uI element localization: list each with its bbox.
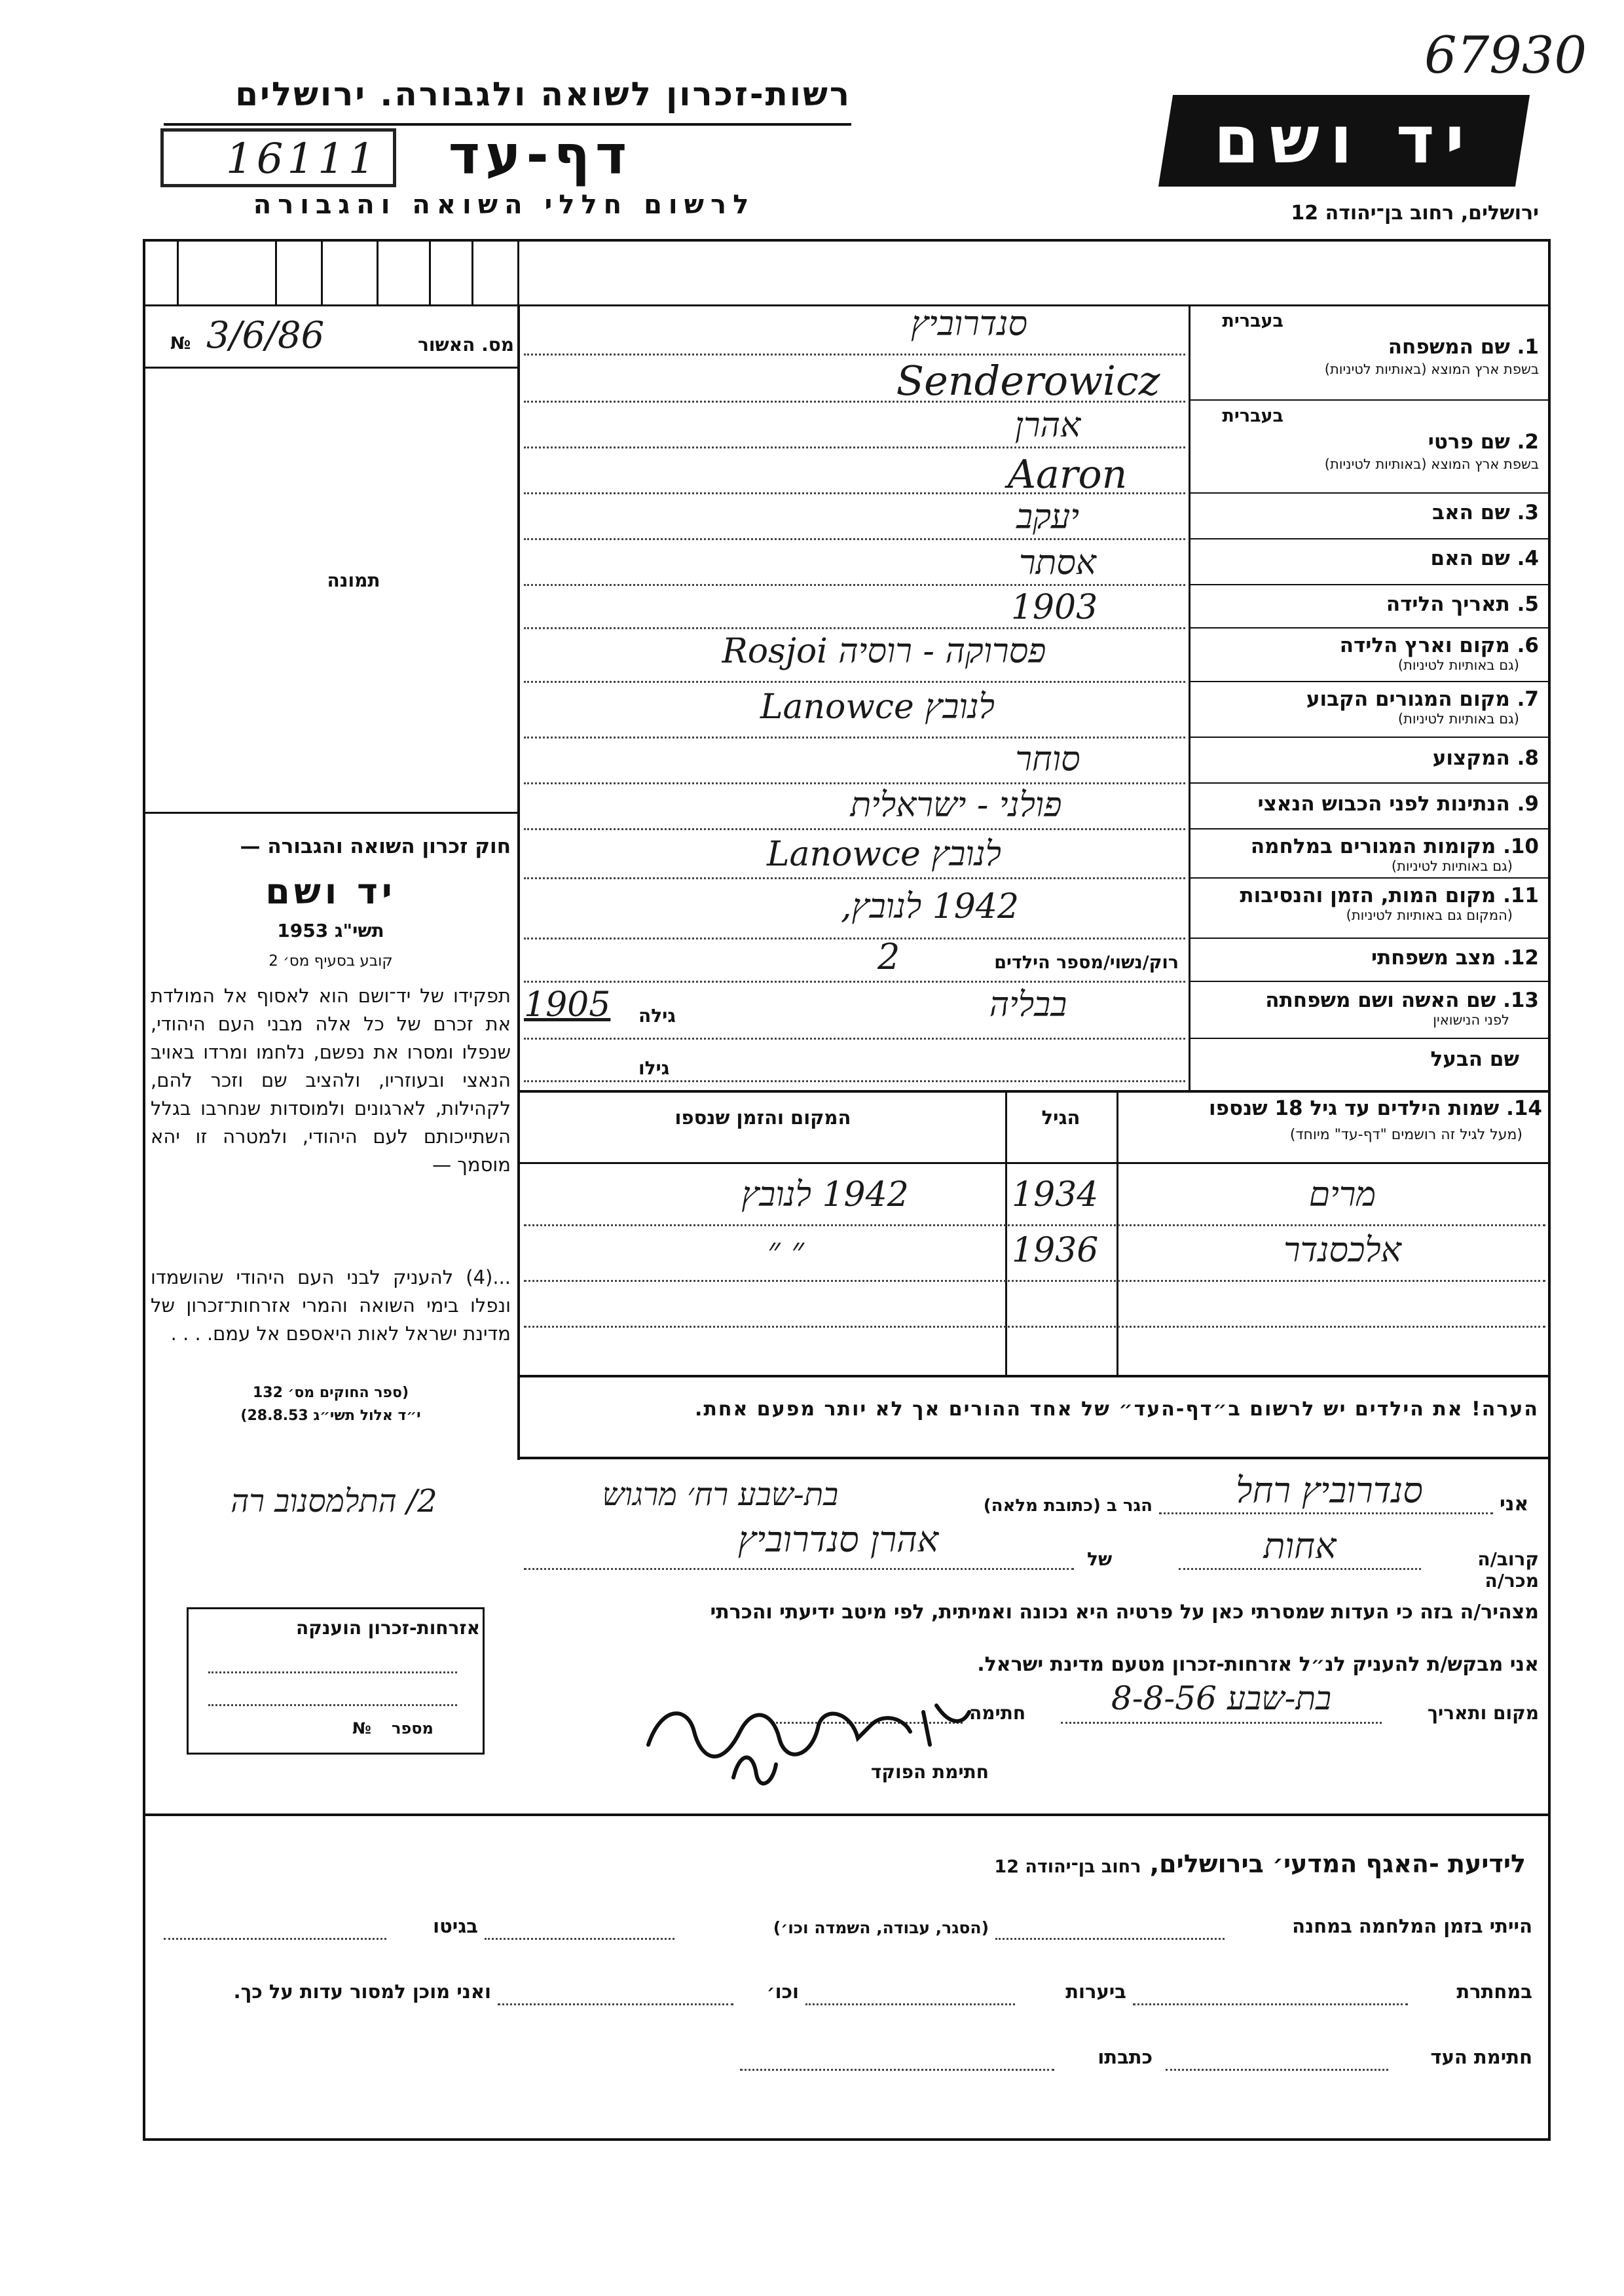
field-4-num: 4. (1517, 547, 1539, 570)
decl-line (1061, 1722, 1382, 1724)
decl-relation-label: קרוב/ה מכר/ה (1477, 1548, 1539, 1592)
field-7-num: 7. (1517, 687, 1539, 711)
approval-row (151, 314, 514, 367)
decl-place-date-label: מקום ותאריך (1427, 1702, 1539, 1724)
footer-line2-b: ביערות (1065, 1980, 1126, 2003)
label-rule (1189, 538, 1551, 539)
footer-line (995, 1938, 1225, 1940)
children-col-divider (1116, 1090, 1118, 1375)
father-name: יעקב (1016, 498, 1079, 537)
field-5-num: 5. (1517, 592, 1539, 616)
field-7 (1192, 687, 1539, 727)
field-1-num: 1. (1517, 335, 1539, 359)
first-name-latin: Aaron (1007, 452, 1128, 498)
strip-box-line (429, 239, 431, 304)
footer-line1-c: בגיטו (433, 1915, 478, 1937)
children-title: שמות הילדים עד גיל 18 שנספו (1209, 1097, 1500, 1120)
field-13-sub: לפני הנישואין (1433, 1012, 1509, 1028)
footer-line2-c: וכו׳ (766, 1980, 799, 2003)
nationality: פולני - ישראלית (850, 786, 1062, 825)
strip-box-line (471, 239, 473, 304)
field-1 (1192, 311, 1539, 377)
citizenship-title: אזרחות-זכרון הוענקה (296, 1617, 480, 1639)
footer-line (1133, 2003, 1408, 2005)
citizenship-line (208, 1671, 457, 1673)
children-table-bottom (517, 1375, 1551, 1377)
footer-line (805, 2003, 1015, 2005)
value-line (524, 627, 1185, 629)
left-column-divider (517, 304, 520, 1460)
children-row-line (524, 1280, 1545, 1282)
field-11-label: מקום המות, הזמן והנסיבות (1240, 884, 1496, 907)
children-num: 14. (1506, 1097, 1542, 1120)
field-13-label: שם האשה ושם משפחתה (1265, 989, 1496, 1012)
law-rule (143, 812, 519, 814)
strip-box-line (517, 239, 519, 304)
decl-of-label: של (1087, 1548, 1113, 1570)
decl-ani: אני (1500, 1493, 1529, 1516)
children-col-age: הגיל (1041, 1106, 1080, 1129)
photo-rule (143, 367, 519, 369)
decl-signature-label: חתימה (969, 1702, 1026, 1724)
archive-number: 67930 (1424, 26, 1587, 85)
husband-name-label: שם הבעל (1430, 1048, 1519, 1071)
label-rule (1189, 492, 1551, 494)
strip-box-line (377, 239, 378, 304)
place-date: בת-שבע 8-8-56 (1111, 1679, 1332, 1717)
law-title: חוק זכרון השואה והגבורה — (240, 835, 511, 858)
field-10-label: מקומות המגורים במלחמה (1250, 835, 1496, 858)
children-row-line (524, 1326, 1545, 1328)
value-line (524, 737, 1185, 738)
form-title: דף-עד (448, 124, 633, 187)
law-paragraph-2: ...(4) להעניק לבני העם היהודי שהושמדו ונפלו בימי השואה והמרי אזרחות־זכרון של מדינת ישראל לאות היאספם אל עמם. . . . (151, 1266, 511, 1345)
field-7-sub: (גם באותיות לטיניות) (1397, 711, 1519, 727)
field-2-label: שם פרטי (1428, 430, 1510, 454)
field-10-num: 10. (1503, 835, 1539, 858)
value-line (524, 782, 1185, 784)
children-col-place: המקום והזמן שנספו (674, 1106, 851, 1129)
field-13 (1192, 989, 1539, 1028)
value-line (524, 584, 1185, 586)
field-5-label: תאריך הלידה (1386, 592, 1510, 616)
decl-lives-at: הגר ב (כתובת מלאה) (983, 1496, 1153, 1516)
field-9-num: 9. (1517, 792, 1539, 816)
field-2-sub: בשפת ארץ המוצא (באותיות לטיניות) (1324, 456, 1539, 472)
value-line (524, 354, 1185, 355)
children-subtitle: (מעל לגיל זה רושמים "דף-עד" מיוחד) (1289, 1127, 1522, 1143)
footer-line (164, 1938, 386, 1940)
footer-title-main: לידיעת -האגף המדעי׳ בירושלים, (1149, 1850, 1526, 1878)
label-rule (1189, 584, 1551, 585)
decl-line (524, 1568, 1074, 1570)
field-10 (1192, 835, 1539, 874)
witness-address-cont: 2/ התלמסנוב רה (231, 1483, 437, 1520)
yad-vashem-logo (1158, 95, 1530, 187)
field-5 (1192, 592, 1539, 616)
footer-line1-a: הייתי בזמן המלחמה במחנה (1292, 1915, 1532, 1937)
value-line (524, 681, 1185, 683)
label-rule (1189, 938, 1551, 939)
decl-line (1179, 1568, 1421, 1570)
surname-latin: Senderowicz (896, 357, 1160, 405)
citizenship-line (208, 1704, 457, 1706)
strip-box-line (177, 239, 179, 304)
child-1-age: 1934 (1012, 1175, 1099, 1214)
field-6-sub: (גם באותיות לטיניות) (1397, 657, 1519, 673)
field-12-label: מצב משפחתי (1371, 946, 1496, 970)
logo-text: יד ושם (1213, 101, 1475, 178)
residence-place: Lanowce לנובץ (760, 687, 995, 727)
field-9 (1192, 792, 1539, 816)
husband-age-label: גילו (638, 1057, 670, 1079)
value-line (524, 828, 1185, 830)
footer-line (485, 1938, 674, 1940)
wife-age: 1905 (524, 985, 611, 1025)
stamp-number: 16111 (226, 135, 379, 183)
wife-age-label: גילה (638, 1005, 676, 1027)
field-6 (1192, 634, 1539, 673)
field-11 (1192, 884, 1539, 923)
field-11-num: 11. (1503, 884, 1539, 907)
children-row-line (524, 1224, 1545, 1226)
field-2-num: 2. (1517, 430, 1539, 454)
witness-address: בת-שבע רח׳ מרגוש (602, 1476, 839, 1513)
law-year: תשי"ג 1953 (277, 920, 384, 941)
header-address: ירושלים, רחוב בן־יהודה 12 (1291, 202, 1539, 225)
officer-signature-label: חתימת הפוקד (870, 1761, 989, 1783)
footer-line (740, 2069, 1054, 2071)
approval-label: מס. האשור (418, 334, 514, 355)
relation-of-name: אהרן סנדרוביץ (737, 1519, 939, 1560)
field-4 (1192, 547, 1539, 570)
mother-name: אסתר (1018, 543, 1097, 583)
citizenship-no-sign: № (352, 1719, 371, 1738)
children-header (1123, 1097, 1542, 1143)
label-rule (1189, 399, 1551, 401)
children-header-rule (517, 1162, 1551, 1164)
child-2-age: 1936 (1012, 1231, 1099, 1270)
children-count: 2 (877, 936, 900, 977)
relation: אחות (1263, 1525, 1337, 1567)
stamp-box (160, 128, 396, 187)
citizenship-box (187, 1607, 485, 1755)
value-line (524, 446, 1185, 448)
field-2 (1192, 406, 1539, 472)
field-11-sub: (המקום גם באותיות לטיניות) (1346, 907, 1513, 923)
authority-name: רשות-זכרון לשואה ולגבורה. ירושלים (235, 75, 851, 113)
law-name: יד ושם (265, 871, 396, 912)
field-10-sub: (גם באותיות לטיניות) (1391, 858, 1513, 874)
label-rule (1189, 627, 1551, 629)
witness-name: סנדרוביץ רחל (1236, 1470, 1423, 1511)
value-line (524, 538, 1185, 540)
field-13-num: 13. (1503, 989, 1539, 1012)
law-paragraph-1: תפקידו של יד־ושם הוא לאסוף אל המולדת את זכרם של כל אלה מבני העם היהודי, שנפלו ומסרו את נפשם, נלחמו ומרדו באויב הנאצי ובעוזריו, ולהציב שם וזכר להם, לקהילות, לארגונים ולמוסדות שנחרבו בגלל השתייכותם לעם היהודי, ולמטרה זו יהא מוסמך — (151, 985, 511, 1176)
first-name-hebrew: אהרן (1014, 406, 1081, 445)
law-clause: קובע בסעיף מס׳ 2 (268, 953, 393, 970)
value-line (524, 1038, 1185, 1040)
value-line (524, 938, 1185, 939)
child-2-name: אלכסנדר (1283, 1231, 1401, 1270)
approval-value: 3/6/86 (206, 314, 325, 357)
value-line (524, 1080, 1185, 1082)
value-line (524, 877, 1185, 879)
child-1-name: מרים (1308, 1175, 1376, 1214)
label-rule (1189, 1038, 1551, 1039)
decl-statement: מצהיר/ה בזה כי העדות שמסרתי כאן על פרטיה היא נכונה ואמיתית, לפי מיטב ידיעתי והכרתי (710, 1601, 1539, 1624)
photo-label: תמונה (327, 570, 380, 591)
footer-line3-a: חתימת העד (1430, 2046, 1532, 2068)
field-3-num: 3. (1517, 501, 1539, 524)
field-8-num: 8. (1517, 746, 1539, 770)
label-rule (1189, 981, 1551, 982)
occupation: סוחר (1015, 740, 1080, 779)
label-rule (1189, 782, 1551, 784)
label-column-divider (1189, 304, 1190, 1090)
field-12-num: 12. (1503, 946, 1539, 970)
wartime-residence: Lanowce לנובץ (767, 835, 1001, 874)
law-source: (ספר החוקים מס׳ 132 (252, 1385, 409, 1401)
form-subtitle: לרשום חללי השואה והגבורה (253, 190, 756, 220)
footer-line3-b: כתבתו (1098, 2046, 1153, 2068)
citizenship-number-label: מספר (392, 1719, 434, 1738)
children-note: הערה! את הילדים יש לרשום ב״דף-העד״ של אחד ההורים אך לא יותר מפעם אחת. (695, 1398, 1539, 1421)
label-rule (1189, 681, 1551, 682)
field-1-label: שם המשפחה (1388, 335, 1510, 359)
surname-hebrew: סנדרוביץ (911, 304, 1027, 344)
child-2-place: ״ ״ (767, 1231, 805, 1270)
footer-title-address: רחוב בן־יהודה 12 (994, 1857, 1141, 1877)
children-table-top (517, 1090, 1551, 1093)
field-9-label: הנתינות לפני הכבוש הנאצי (1257, 792, 1510, 816)
footer-title (524, 1850, 1526, 1878)
note-rule (517, 1457, 1551, 1459)
field-2-tag: בעברית (1222, 406, 1283, 426)
footer-line (1166, 2069, 1388, 2071)
birth-place: Rosjoi פסרוקה - רוסיה (722, 632, 1046, 671)
law-source-date: י״ד אלול תשי״ג 28.8.53) (240, 1408, 421, 1424)
field-3 (1192, 501, 1539, 524)
field-7-label: מקום המגורים הקבוע (1306, 687, 1510, 711)
field-6-label: מקום וארץ הלידה (1339, 634, 1510, 657)
field-1-tag: בעברית (1222, 311, 1283, 331)
strip-box-line (321, 239, 323, 304)
birth-date: 1903 (1010, 588, 1098, 627)
field-1-sub: בשפת ארץ המוצא (באותיות לטיניות) (1324, 361, 1539, 377)
footer-line1-b: (הסגר, עבודה, השמדה וכו׳) (773, 1918, 989, 1937)
footer-line2-d: ואני מוכן למסור עדות על כך. (233, 1980, 491, 2003)
family-status-options: רוק/נשוי/מספר הילדים (994, 953, 1179, 973)
field-6-num: 6. (1517, 634, 1539, 657)
field-3-label: שם האב (1432, 501, 1510, 524)
decl-line (1159, 1512, 1493, 1514)
no-sign: № (170, 334, 191, 354)
children-col-divider (1005, 1090, 1007, 1375)
field-4-label: שם האם (1430, 547, 1510, 570)
label-rule (1189, 737, 1551, 738)
footer-line (498, 2003, 733, 2005)
footer-rule (143, 1813, 1551, 1816)
label-rule (1189, 877, 1551, 879)
field-8 (1192, 746, 1539, 770)
strip-box-line (275, 239, 277, 304)
death-place-time: 1942 לנובץ, (840, 887, 1020, 926)
wife-name: בבליה (989, 985, 1067, 1025)
field-12 (1192, 946, 1539, 970)
footer-line2-a: במחתרת (1456, 1980, 1532, 2003)
value-line (524, 981, 1185, 983)
child-1-place: 1942 לנובץ (741, 1175, 909, 1214)
label-rule (1189, 828, 1551, 829)
decl-request: אני מבקש/ת להעניק לנ״ל אזרחות-זכרון מטעם מדינת ישראל. (977, 1653, 1539, 1676)
field-8-label: המקצוע (1432, 746, 1510, 770)
